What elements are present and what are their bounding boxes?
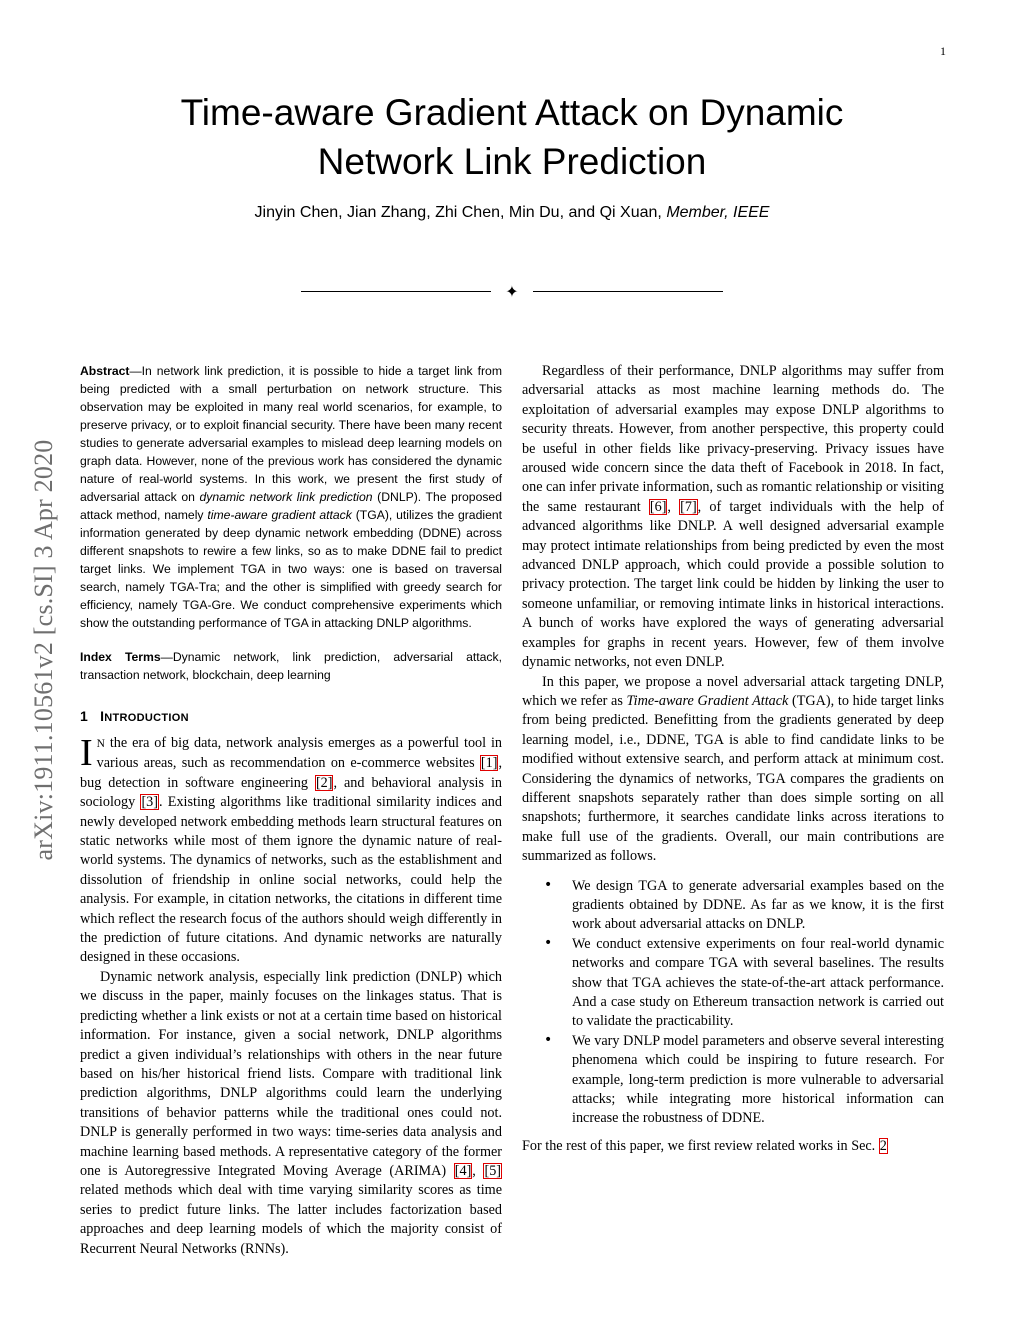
intro-p3-text-a: Regardless of their performance, DNLP algorithms may suffer from adversarial attacks as most machine learning methods do. The exploitation of adversarial examples may expose DNLP algorithms to security threats. However, from another perspective, this property could be useful in other fields like privacy-preserving. Privacy issues have aroused wide concern since the data theft of Facebook in 2018. In fact, one can infer private information, such as romantic relationship or visiting the same restaurant [522,363,944,515]
authors-names: Jinyin Chen, Jian Zhang, Zhi Chen, Min Du, and Qi Xuan, [254,204,662,221]
abstract-emphasis-2: time-aware gradient attack [207,508,352,522]
intro-paragraph-2 [80,968,502,1259]
contribution-text: We conduct extensive experiments on four real-world dynamic networks and compare TGA with several baselines. The results show that TGA achieves the state-of-the-art attack performance. And a case study on Ethereum transaction network is carried out to validate the practicability. [572,935,944,1030]
intro-p4-text-b: (TGA), to hide target links from being predicted. Benefitting from the gradients generated by deep learning model, i.e., DDNE, TGA is able to find candidate links to be modified without extensive search, and perform attack at minimum cost. Considering the dynamics of networks, TGA compares the gradients on different snapshots separately rather than does simple sorting on all snapshots; furthermore, it searches candidate links across iterations to make full use of the gradients. Overall, our main contributions are summarized as follows. [522,692,945,865]
intro-paragraph-1 [80,734,502,968]
contribution-item [544,934,944,1032]
intro-paragraph-3 [522,362,944,673]
citation-link-1[interactable]: [1] [480,755,498,772]
contribution-item [544,1031,944,1129]
tga-emphasis: Time-aware Gradient Attack [626,692,789,709]
index-terms-text: —Dynamic network, link prediction, adversarial attack, transaction network, blockchain, deep learning [80,650,502,682]
citation-link-2[interactable]: [2] [315,774,333,791]
intro-p3-text-b: , [667,498,680,515]
paper-title [0,88,1024,186]
left-column [80,362,502,1259]
section-title-initial: I [100,708,105,724]
intro-p2-text-a: Dynamic network analysis, especially link prediction (DNLP) which we discuss in the paper, mainly focuses on the linkages status. That is predicting whether a link exists or not at a certain time based on historical information. For instance, given a social network, DNLP algorithms predict a given individual’s relationships with others in the near future based on his/her historical friend lists. Compare with traditional link prediction algorithms, DNLP algorithms could learn the underlying transitions of behavior patterns while the traditional ones could not. DNLP is generally performed in two ways: time-series data analysis and machine learning based methods. A representative category of the former one is Autoregressive Integrated Moving Average (ARIMA) [80,968,502,1179]
citation-link-3[interactable]: [3] [141,794,158,811]
title-line-2: Network Link Prediction [317,141,707,182]
intro-p2-text-c: related methods which deal with time varying similarity scores as time series to predict future links. The latter includes factorization based approaches and deep learning models of which the majority consist of Recurrent Neural Networks (RNNs). [80,1182,502,1257]
intro-paragraph-4 [522,673,944,867]
author-list [0,204,1024,222]
citation-link-6[interactable]: [6] [649,498,667,515]
arxiv-identifier: arXiv:1911.10561v2 [cs.SI] 3 Apr 2020 [29,439,58,861]
intro-p1-text-a: the era of big data, network analysis emerges as a powerful tool in various areas, such as recommendation on e-commerce websites [96,735,502,772]
citation-link-4[interactable]: [4] [454,1162,472,1179]
intro-p3-text-c: , of target individuals with the help of advanced algorithms like DNLP. A well designed adversarial example may protect intimate relationships from being predicted by even the most advanced DNLP approach, which could provide a possible solution to privacy protection. The target link could be hidden by linking the user to someone unfamiliar, or removing intimate links in historical interactions. A bunch of works have explored the ways of generating adversarial examples for graphs in recent years. However, few of them involve dynamic networks, not even DNLP. [522,498,944,671]
contribution-text: We design TGA to generate adversarial examples based on the gradients obtained by DDNE. As far as we know, it is the first work about adversarial attacks on DNLP. [572,877,944,933]
bullet-icon: • [544,876,553,893]
contribution-list [522,877,944,1129]
section-number: 1 [80,708,89,724]
intro-p4-text-a: In this paper, we propose a novel adversarial attack targeting DNLP, which we refer as [522,673,944,709]
contribution-item [544,876,944,935]
abstract-label: Abstract [80,364,130,378]
intro-p5-text: For the rest of this paper, we first review related works in Sec. [522,1137,879,1154]
title-line-1: Time-aware Gradient Attack on Dynamic [180,92,844,133]
intro-p1-text-c: , and behavioral analysis in sociology [80,774,502,811]
index-terms-label: Index Terms [80,650,161,664]
abstract-text-1: —In network link prediction, it is possible to hide a target link from being predicted with a small perturbation on network structure. This observation may be exploited in many real world scenarios, for example, to preserve privacy, or to exploit financial security. There have been many recent studies to generate adversarial examples to mislead deep learning models on graph data. However, none of the previous work has considered the dynamic nature of real-world systems. In this work, we present the first study of adversarial attack on [80,364,502,504]
citation-link-7[interactable]: [7] [680,498,697,515]
page-number: 1 [940,44,946,58]
abstract-emphasis-1: dynamic network link prediction [199,490,373,504]
citation-link-5[interactable]: [5] [484,1162,502,1179]
bullet-icon: • [544,1031,553,1048]
section-heading-introduction [80,708,502,724]
intro-paragraph-5 [522,1137,944,1156]
separator-line-right [533,291,723,292]
intro-p1-text-b: , bug detection in software engineering [80,755,502,791]
section-title-rest: NTRODUCTION [104,712,189,724]
separator-star-icon: ✦ [505,282,519,301]
intro-p2-text-b: , [472,1162,484,1179]
index-terms [80,648,502,684]
abstract-text-2: (DNLP). The proposed attack method, namely [80,490,502,522]
contribution-text: We vary DNLP model parameters and observe several interesting phenomena which could be inspiring to future research. For example, long-term prediction is more vulnerable to adversarial attacks; while integrating more historical information can increase the robustness of DDNE. [572,1032,944,1127]
authors-membership: Member, IEEE [666,204,770,221]
abstract-text-3: (TGA), utilizes the gradient information generated by deep dynamic network embedding (DDNE) across different snapshots to rewire a few links, so as to make DDNE fail to predict target links. We implement TGA in two ways: one is based on traversal search, namely TGA-Tra; and the other is simplified with greedy search for efficiency, namely TGA-Gre. We conduct comprehensive experiments which show the outstanding performance of TGA in attacking DNLP algorithms. [80,508,503,630]
right-column [522,362,944,1156]
section-link-2[interactable]: 2 [879,1137,887,1154]
abstract [80,362,502,632]
bullet-icon: • [544,934,553,951]
intro-p1-text-d: . Existing algorithms like traditional similarity indices and newly developed network embedding methods learn structural features on static networks while most of them ignore the dynamic nature of real-world systems. The dynamics of networks, such as the establishment and dissolution of friendship in online social networks, could help the analysis. For example, in citation networks, the citations in different time which reflect the research focus of the authors should weigh differently in the prediction of future citations. And dynamic networks are naturally designed in these occasions. [80,794,502,966]
lead-letters: N [96,738,105,750]
title-separator [301,282,723,302]
drop-cap: I [80,732,93,774]
